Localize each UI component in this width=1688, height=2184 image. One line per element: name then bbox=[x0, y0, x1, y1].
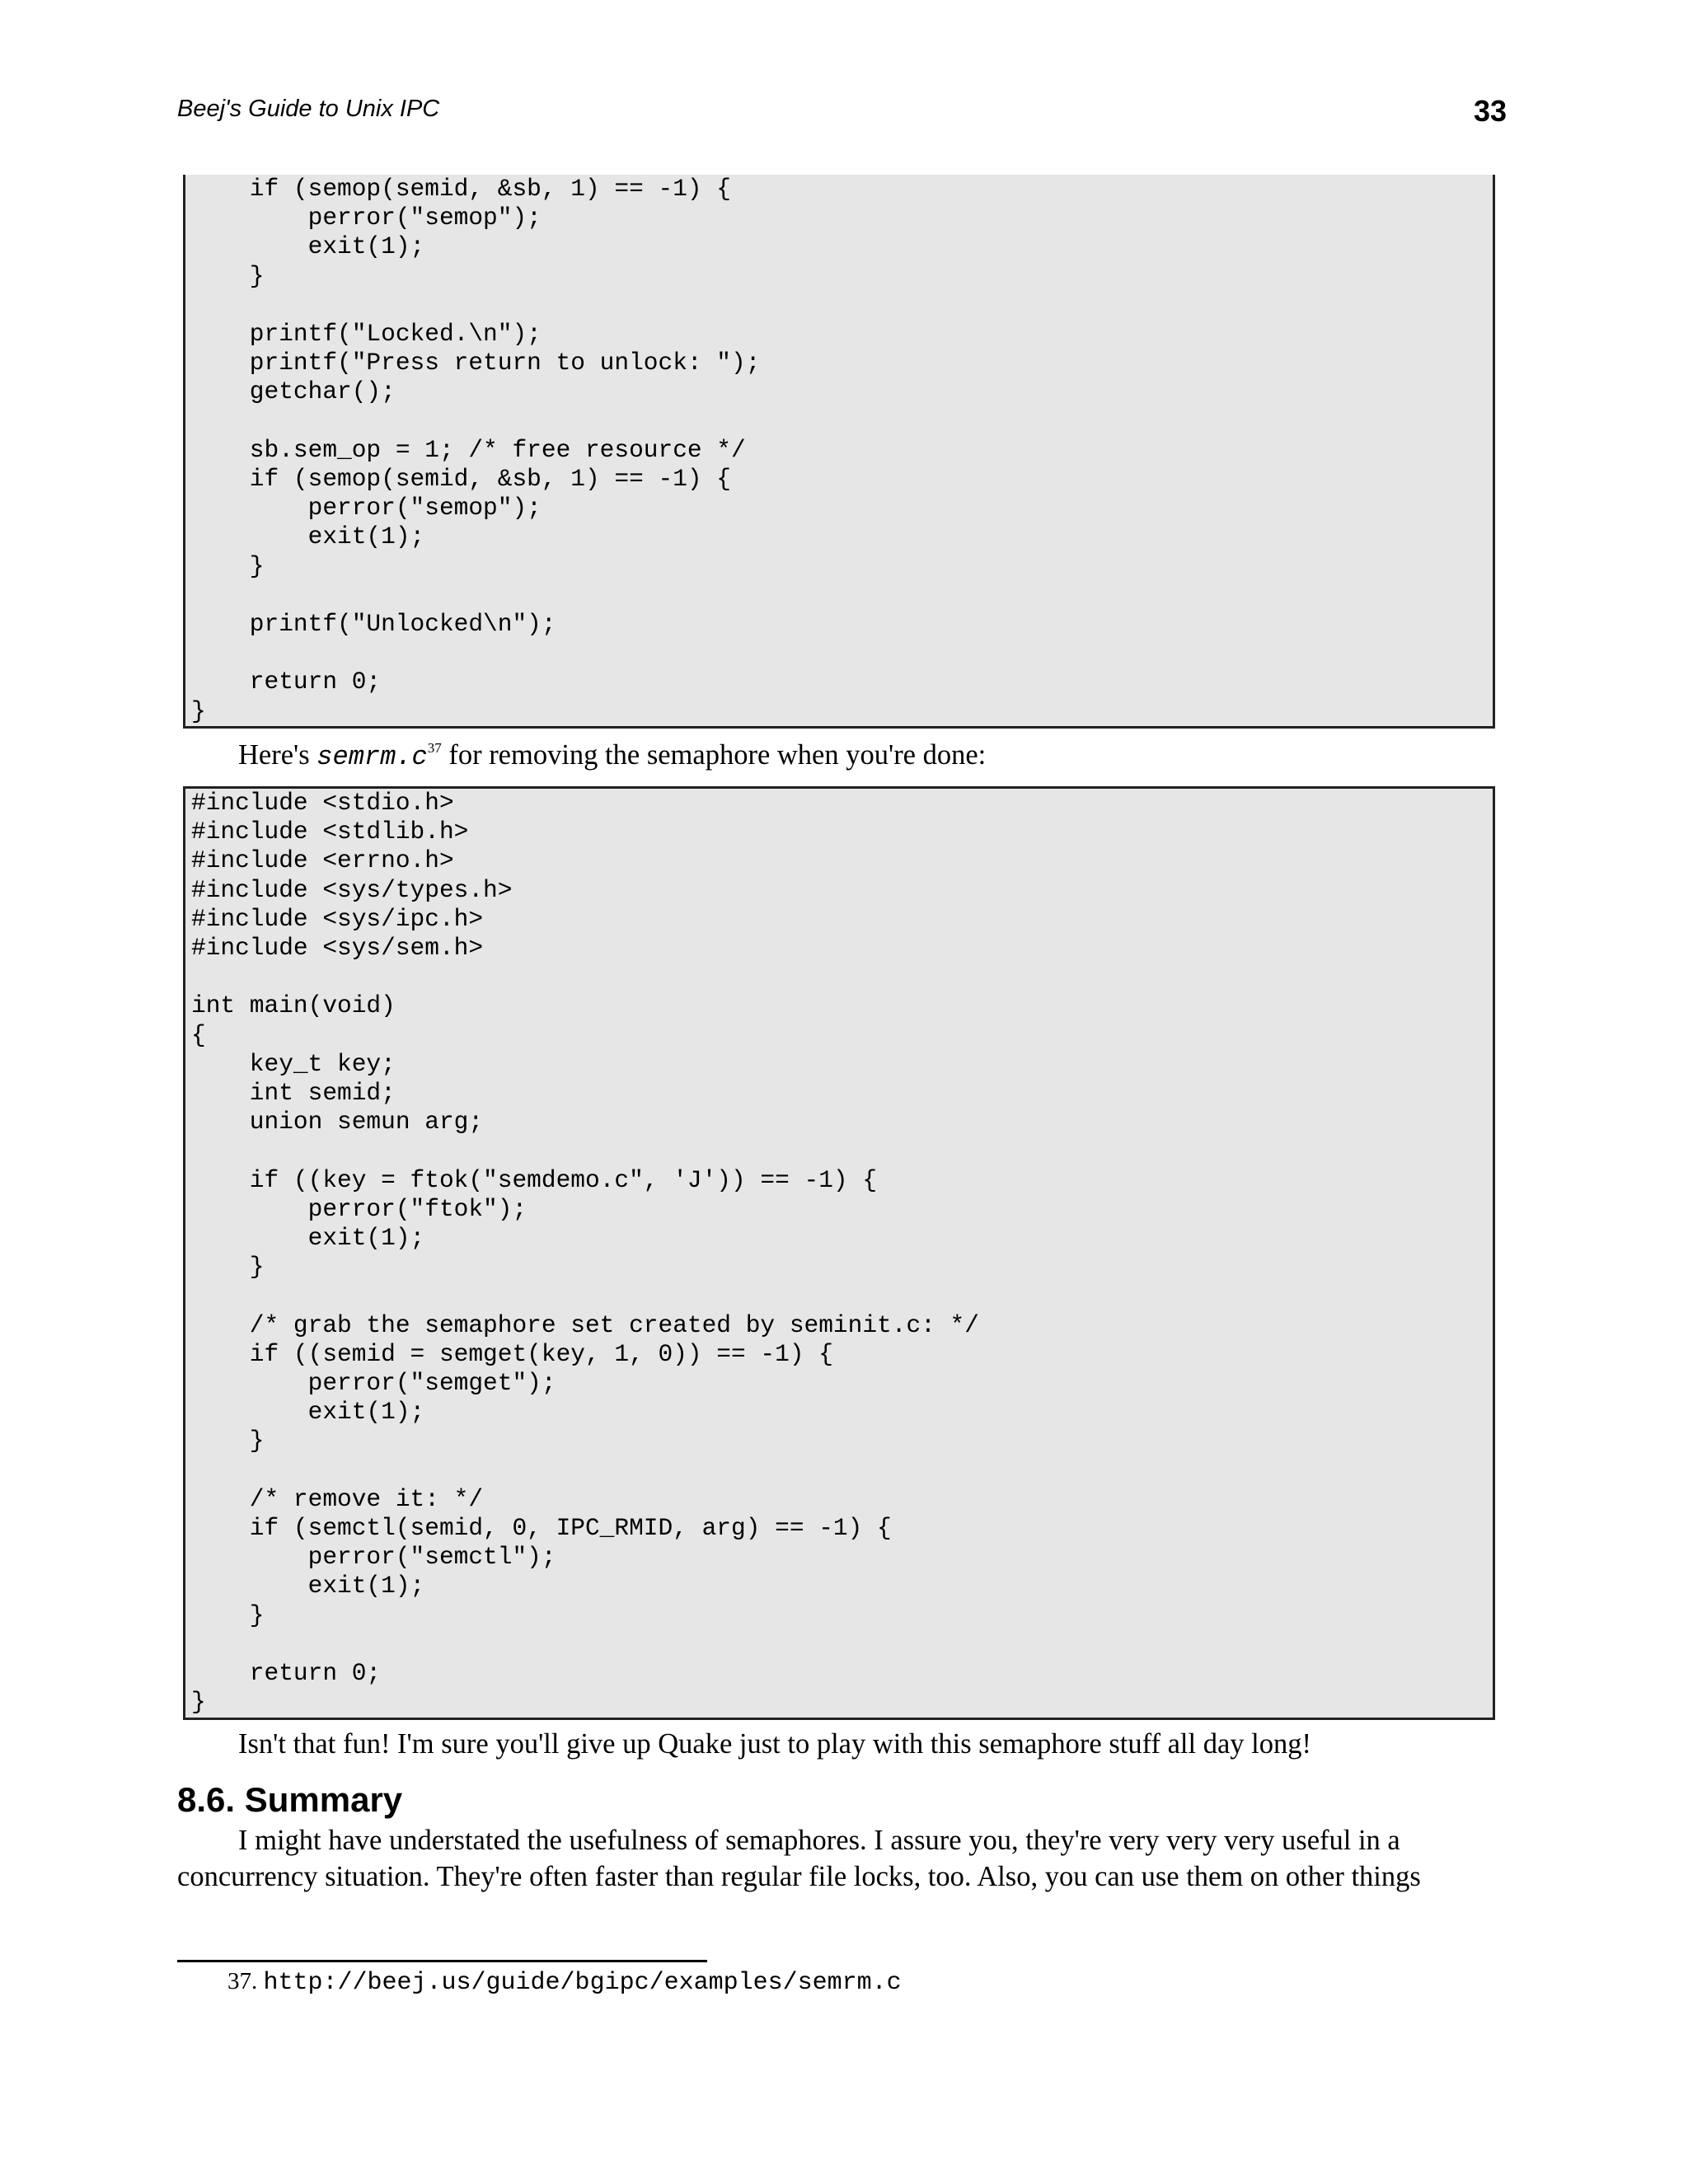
footnote-37 bbox=[227, 1965, 902, 1999]
running-header: Beej's Guide to Unix IPC bbox=[177, 96, 440, 122]
footnote-reference: 37 bbox=[427, 740, 442, 756]
summary-paragraph: I might have understated the usefulness of semaphores. I assure you, they're very very very useful in a concurrency situation. They're often faster than regular file locks, too. Also, you can use them on other things bbox=[177, 1825, 1421, 1892]
page-number: 33 bbox=[1473, 94, 1507, 128]
fun-paragraph: Isn't that fun! I'm sure you'll give up Quake just to play with this semaphore stuff all day long! bbox=[238, 1728, 1311, 1760]
semrm-intro-paragraph bbox=[177, 737, 1504, 776]
intro-text-after: for removing the semaphore when you're done: bbox=[441, 739, 987, 771]
code-block-semrm bbox=[183, 786, 1495, 1720]
footnote-number: 37. bbox=[227, 1968, 258, 1994]
semrm-filename: semrm.c bbox=[316, 742, 428, 772]
intro-text-before: Here's bbox=[238, 739, 317, 771]
footnote-separator bbox=[177, 1960, 707, 1962]
footnote-url: http://beej.us/guide/bgipc/examples/semrm.c bbox=[263, 1969, 902, 1997]
section-heading-summary: 8.6. Summary bbox=[177, 1780, 403, 1819]
code-listing: if (semop(semid, &sb, 1) == -1) { perror("semop"); exit(1); } printf("Locked.\n"); printf("Press return to unlock: "); getchar(); sb.sem_op = 1; /* free resource */ if (semop(semid, &sb, 1) == -1) { perror("semop"); exit(1); } printf("Unlocked\n"); return 0; } bbox=[191, 175, 761, 725]
code-listing: #include <stdio.h> #include <stdlib.h> #include <errno.h> #include <sys/types.h> #include <sys/ipc.h> #include <sys/sem.h> int main(void) { key_t key; int semid; union semun arg; if ((key = ftok("semdemo.c", 'J')) == -1) { perror("ftok"); exit(1); } /* grab the semaphore set created by seminit.c: */ if ((semid = semget(key, 1, 0)) == -1) { perror("semget"); exit(1); } /* remove it: */ if (semctl(semid, 0, IPC_RMID, arg) == -1) { perror("semctl"); exit(1); } return 0; } bbox=[191, 789, 979, 1717]
code-block-semdemo-continued bbox=[183, 175, 1495, 729]
